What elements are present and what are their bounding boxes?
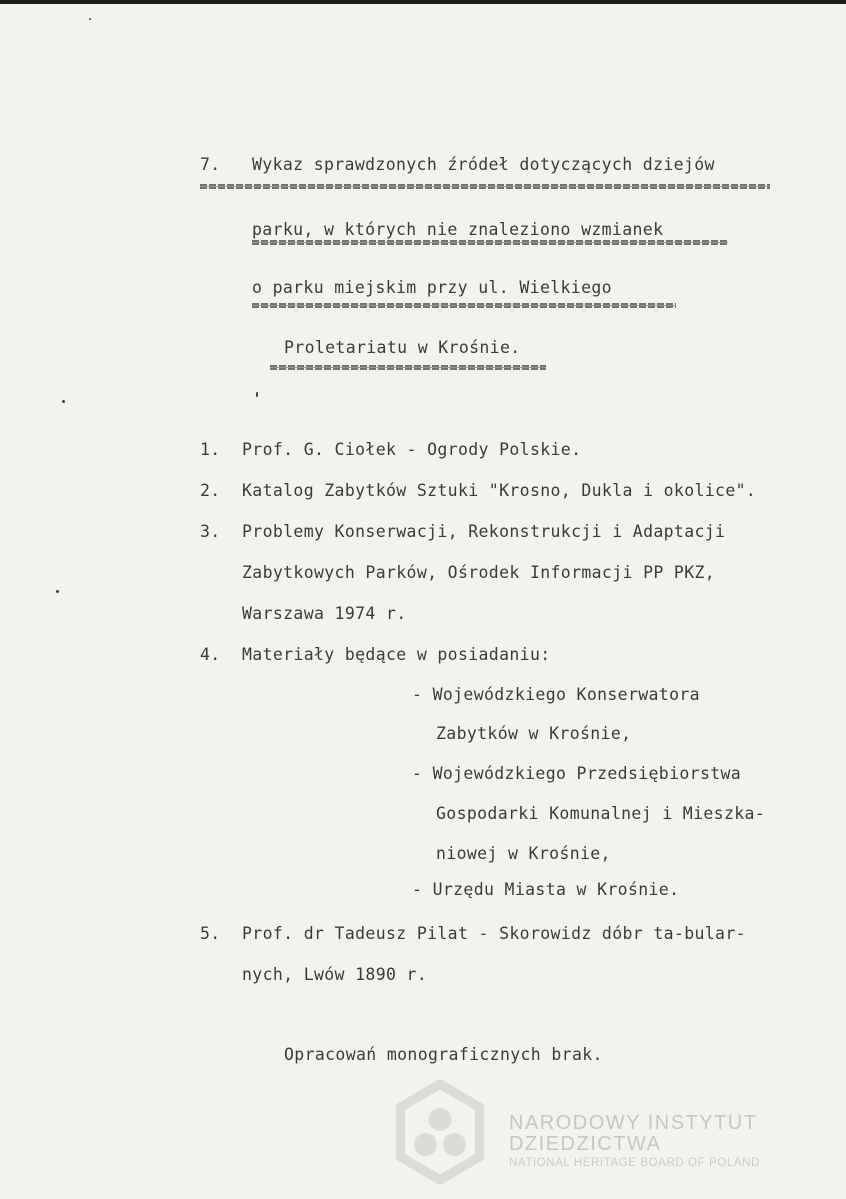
watermark-line-3: NATIONAL HERITAGE BOARD OF POLAND (509, 1157, 760, 1169)
list-item-number-2: 2. (200, 481, 221, 500)
scan-edge (0, 0, 846, 4)
heading-line-3: o parku miejskim przy ul. Wielkiego (252, 278, 612, 297)
sub-item-2-line-1: - Wojewódzkiego Przedsiębiorstwa (412, 764, 742, 783)
scan-speck (56, 590, 59, 593)
heading-number: 7. (200, 155, 221, 174)
list-item-number-5: 5. (200, 924, 221, 943)
scan-speck (62, 400, 65, 403)
heading-line-4: Proletariatu w Krośnie. (284, 338, 521, 357)
sub-item-1-line-1: - Wojewódzkiego Konserwatora (412, 685, 700, 704)
heading-underline-4 (270, 365, 546, 370)
list-item-3-line-1: Problemy Konserwacji, Rekonstrukcji i Adaptacji (242, 522, 726, 541)
list-item-3-line-3: Warszawa 1974 r. (242, 604, 407, 623)
sub-item-2-line-3: niowej w Krośnie, (436, 844, 611, 863)
watermark-line-2: DZIEDZICTWA (509, 1133, 662, 1155)
sub-item-1-line-2: Zabytków w Krośnie, (436, 724, 632, 743)
list-item-5-line-1: Prof. dr Tadeusz Pilat - Skorowidz dóbr ta-bular- (242, 924, 746, 943)
list-item-3-line-2: Zabytkowych Parków, Ośrodek Informacji PP PKZ, (242, 563, 716, 582)
scan-speck (256, 392, 258, 397)
heading-underline-2 (252, 240, 728, 245)
list-item-number-4: 4. (200, 645, 221, 664)
list-item-number-3: 3. (200, 522, 221, 541)
heading-line-2: parku, w których nie znaleziono wzmianek (252, 220, 664, 239)
footer-note: Opracowań monograficznych brak. (284, 1045, 603, 1064)
heading-line-1: Wykaz sprawdzonych źródeł dotyczących dziejów (252, 155, 715, 174)
list-item-5-line-2: nych, Lwów 1890 r. (242, 965, 428, 984)
scan-speck (89, 18, 91, 20)
sub-item-2-line-2: Gospodarki Komunalnej i Mieszka- (436, 804, 766, 823)
list-item-4-line-1: Materiały będące w posiadaniu: (242, 645, 551, 664)
list-item-1-line-1: Prof. G. Ciołek - Ogrody Polskie. (242, 440, 582, 459)
sub-item-3-line-1: - Urzędu Miasta w Krośnie. (412, 880, 680, 899)
heading-underline-3 (252, 303, 676, 308)
watermark-line-1: NARODOWY INSTYTUT (509, 1112, 758, 1134)
list-item-number-1: 1. (200, 440, 221, 459)
list-item-2-line-1: Katalog Zabytków Sztuki "Krosno, Dukla i okolice". (242, 481, 757, 500)
heritage-logo-icon (388, 1080, 492, 1184)
heading-underline-1 (200, 184, 770, 189)
